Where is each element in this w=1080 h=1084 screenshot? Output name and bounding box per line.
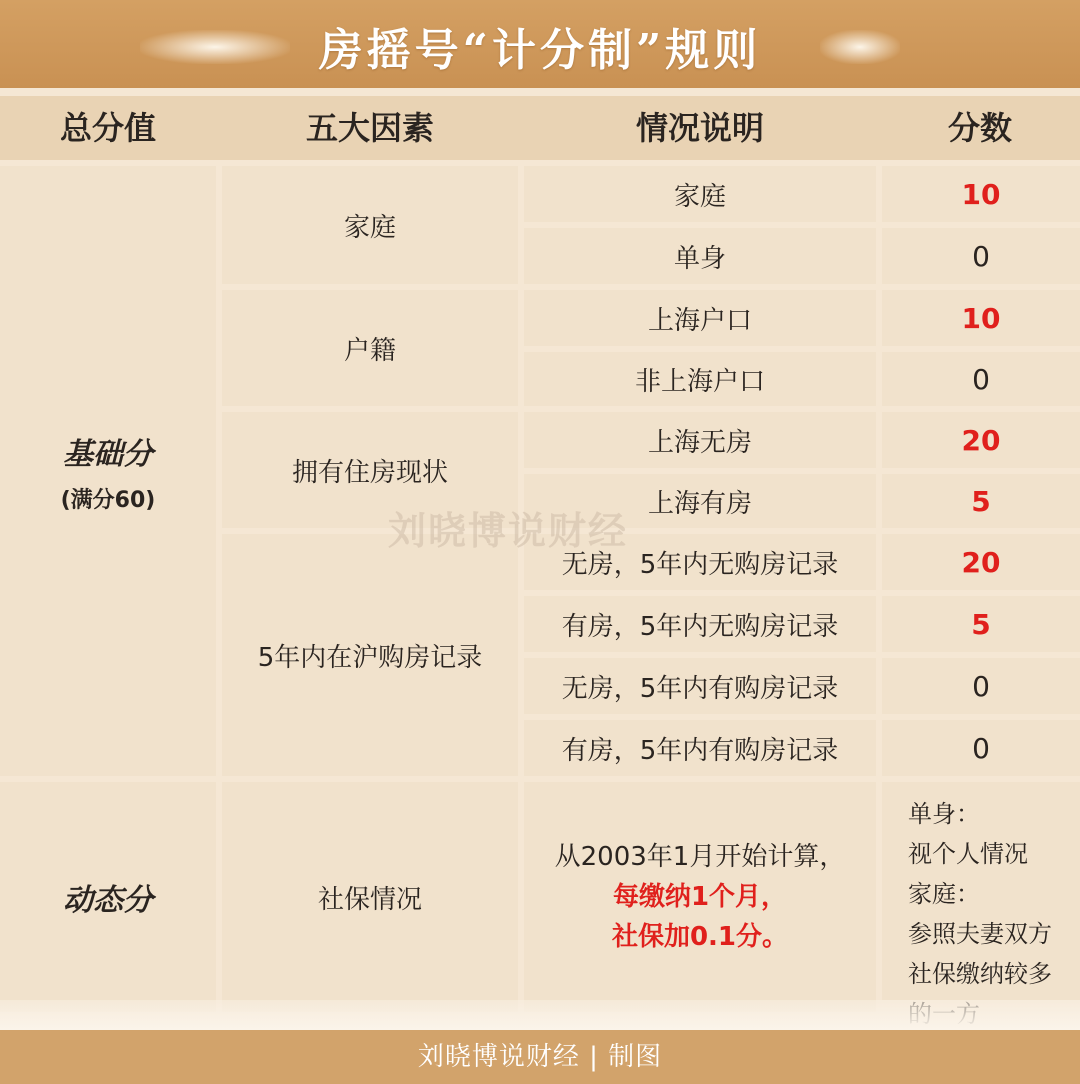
score-purchase-row-2: 5 [882, 596, 1080, 652]
bottom-fade [0, 1000, 1080, 1030]
dynamic-score-cell [0, 782, 216, 1012]
score-has-house: 5 [882, 474, 1080, 528]
base-score-label: 基础分 [62, 436, 153, 472]
footer-credit: 刘晓博说财经 | 制图 [0, 1030, 1080, 1084]
note-line-4: 参照夫妻双方 [908, 920, 1052, 948]
note-line-5: 社保缴纳较多 [908, 960, 1052, 988]
desc-family: 家庭 [524, 166, 876, 222]
factor-family: 家庭 [222, 166, 518, 284]
social-security-rule-line2: 每缴纳1个月， [612, 882, 788, 912]
desc-has-house: 上海有房 [524, 474, 876, 528]
desc-purchase-row-4: 有房，5年内有购房记录 [524, 720, 876, 776]
desc-purchase-row-2: 有房，5年内无购房记录 [524, 596, 876, 652]
desc-purchase-row-1: 无房，5年内无购房记录 [524, 534, 876, 590]
desc-shanghai-hukou: 上海户口 [524, 290, 876, 346]
title-banner [0, 0, 1080, 88]
note-line-2: 视个人情况 [908, 840, 1028, 868]
desc-purchase-row-3: 无房，5年内有购房记录 [524, 658, 876, 714]
score-purchase-row-3: 0 [882, 658, 1080, 714]
watermark: 刘晓博说财经 [388, 509, 629, 553]
factor-housing-status: 拥有住房现状 [222, 412, 518, 528]
header-factors: 五大因素 [305, 109, 434, 147]
factor-social-security: 社保情况 [222, 782, 518, 1012]
header-total: 总分值 [59, 109, 156, 147]
score-non-shanghai-hukou: 0 [882, 352, 1080, 406]
desc-no-house: 上海无房 [524, 412, 876, 468]
desc-single: 单身 [524, 228, 876, 284]
score-single: 0 [882, 228, 1080, 284]
social-security-rule-line3: 社保加0.1分。 [611, 922, 789, 952]
factor-hukou: 户籍 [222, 290, 518, 406]
dynamic-score-label: 动态分 [63, 883, 153, 918]
note-line-1: 单身： [908, 800, 980, 828]
factor-purchase-record: 5年内在沪购房记录 [222, 534, 518, 776]
desc-social-security [524, 782, 876, 1012]
score-purchase-row-4: 0 [882, 720, 1080, 776]
score-note-social-security [882, 782, 1080, 1000]
note-line-3: 家庭： [908, 880, 980, 908]
header-score: 分数 [947, 109, 1012, 147]
desc-non-shanghai-hukou: 非上海户口 [524, 352, 876, 406]
base-score-cell [0, 166, 216, 776]
table-header [0, 96, 1080, 160]
base-score-max: (满分60) [60, 487, 156, 513]
score-family: 10 [882, 166, 1080, 222]
score-purchase-row-1: 20 [882, 534, 1080, 590]
page-title: 房摇号“计分制”规则 [318, 25, 762, 76]
score-shanghai-hukou: 10 [882, 290, 1080, 346]
social-security-rule-line1: 从2003年1月开始计算， [554, 842, 846, 872]
score-no-house: 20 [882, 412, 1080, 468]
header-description: 情况说明 [635, 109, 764, 147]
